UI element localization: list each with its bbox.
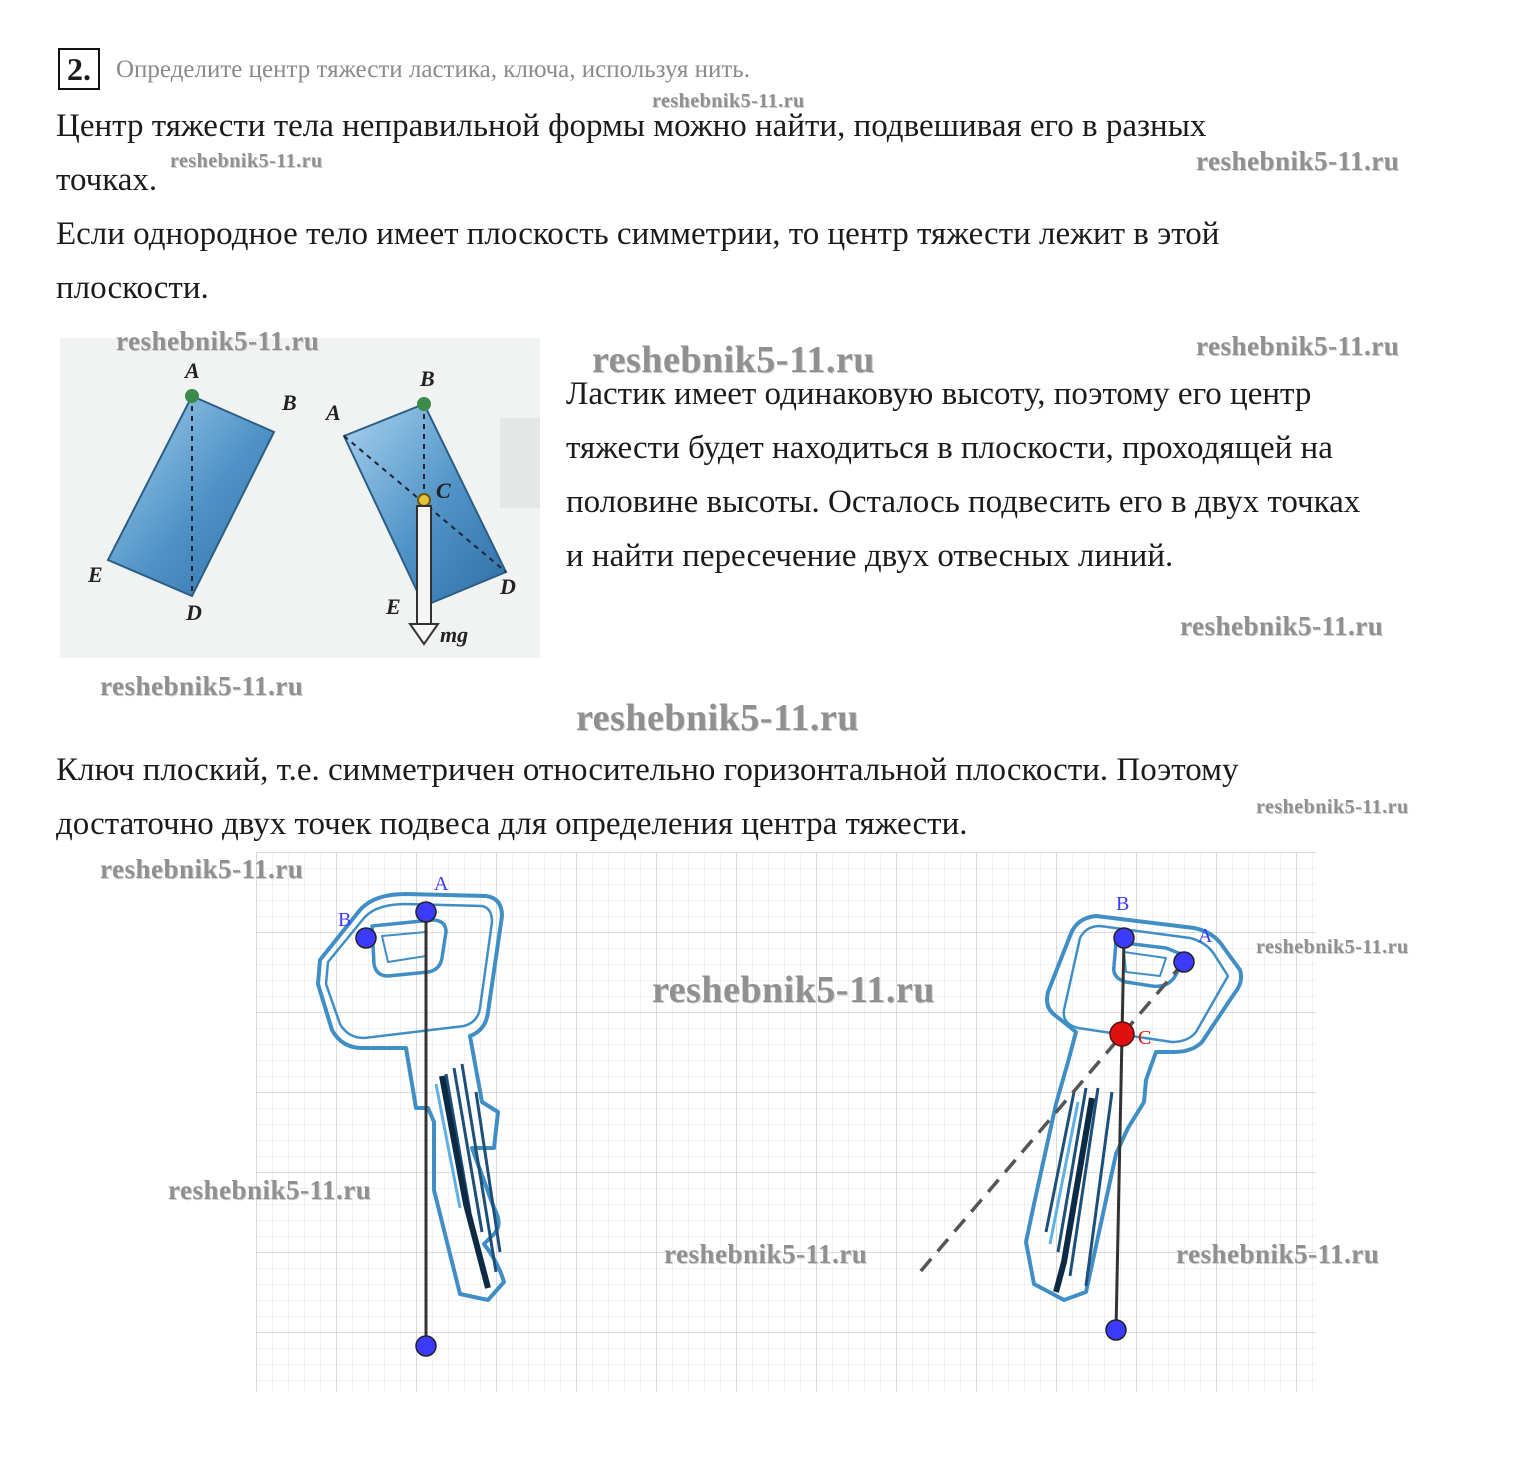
- key-left-point-b: [356, 928, 376, 948]
- watermark: reshebnik5-11.ru: [652, 90, 805, 112]
- eraser-left-label-a: A: [185, 358, 200, 383]
- paragraph-4-line-2: достаточно двух точек подвеса для определения центра тяжести.: [56, 806, 968, 842]
- watermark: reshebnik5-11.ru: [1256, 796, 1409, 818]
- watermark: reshebnik5-11.ru: [100, 671, 304, 701]
- key-right-point-b: [1114, 928, 1134, 948]
- paragraph-3-line-2: тяжести будет находиться в плоскости, проходящей на: [566, 430, 1333, 466]
- watermark: reshebnik5-11.ru: [1256, 936, 1409, 958]
- eraser-right-center-c: [418, 494, 430, 506]
- paragraph-3-line-3: половине высоты. Осталось подвесить его в двух точках: [566, 484, 1361, 520]
- paragraph-2-line-1: Если однородное тело имеет плоскость симметрии, то центр тяжести лежит в этой: [56, 216, 1220, 252]
- watermark: reshebnik5-11.ru: [116, 326, 320, 356]
- eraser-left-label-d: D: [186, 600, 202, 625]
- eraser-right-label-d: D: [500, 574, 516, 599]
- watermark: reshebnik5-11.ru: [592, 339, 875, 381]
- eraser-figure: [60, 338, 540, 658]
- key-left-point-bottom: [416, 1336, 436, 1356]
- watermark: reshebnik5-11.ru: [1180, 611, 1384, 641]
- eraser-right-label-e: E: [386, 594, 401, 619]
- eraser-left-point-a: [185, 389, 199, 403]
- key-right-center-c: [1110, 1022, 1134, 1046]
- key-left-label-a: A: [434, 873, 449, 895]
- watermark: reshebnik5-11.ru: [652, 969, 935, 1011]
- key-right-point-a: [1174, 952, 1194, 972]
- watermark: reshebnik5-11.ru: [664, 1239, 868, 1269]
- eraser-right-label-c: C: [436, 478, 451, 503]
- task-number: 2.: [58, 48, 100, 90]
- eraser-right-label-b: B: [420, 366, 435, 391]
- paragraph-3-line-1: Ластик имеет одинаковую высоту, поэтому его центр: [566, 376, 1312, 412]
- paragraph-1-line-2: точках.: [56, 162, 158, 198]
- eraser-right-point-b: [417, 397, 431, 411]
- eraser-left-label-b: B: [282, 390, 297, 415]
- key-figure: [256, 852, 1316, 1392]
- key-right-label-c: C: [1138, 1027, 1152, 1049]
- key-right-label-a: A: [1198, 925, 1213, 947]
- paragraph-2-line-2: плоскости.: [56, 270, 209, 306]
- key-left-point-a: [416, 902, 436, 922]
- task-question: Определите центр тяжести ластика, ключа, используя нить.: [116, 56, 750, 83]
- eraser-right-label-a: A: [326, 400, 341, 425]
- paragraph-1-line-1: Центр тяжести тела неправильной формы можно найти, подвешивая его в разных: [56, 108, 1207, 144]
- key-left-label-b: B: [338, 909, 352, 931]
- paragraph-3-line-4: и найти пересечение двух отвесных линий.: [566, 538, 1174, 574]
- watermark: reshebnik5-11.ru: [1196, 146, 1400, 176]
- eraser-left-label-e: E: [88, 562, 103, 587]
- watermark: reshebnik5-11.ru: [1176, 1239, 1380, 1269]
- watermark: reshebnik5-11.ru: [168, 1175, 372, 1205]
- watermark: reshebnik5-11.ru: [170, 150, 323, 172]
- watermark: reshebnik5-11.ru: [1196, 331, 1400, 361]
- watermark: reshebnik5-11.ru: [576, 697, 859, 739]
- force-label: mg⃗: [440, 622, 486, 647]
- paragraph-4-line-1: Ключ плоский, т.е. симметричен относительно горизонтальной плоскости. Поэтому: [56, 752, 1239, 788]
- key-right-point-bottom: [1106, 1320, 1126, 1340]
- key-right-label-b: B: [1116, 893, 1130, 915]
- watermark: reshebnik5-11.ru: [100, 854, 304, 884]
